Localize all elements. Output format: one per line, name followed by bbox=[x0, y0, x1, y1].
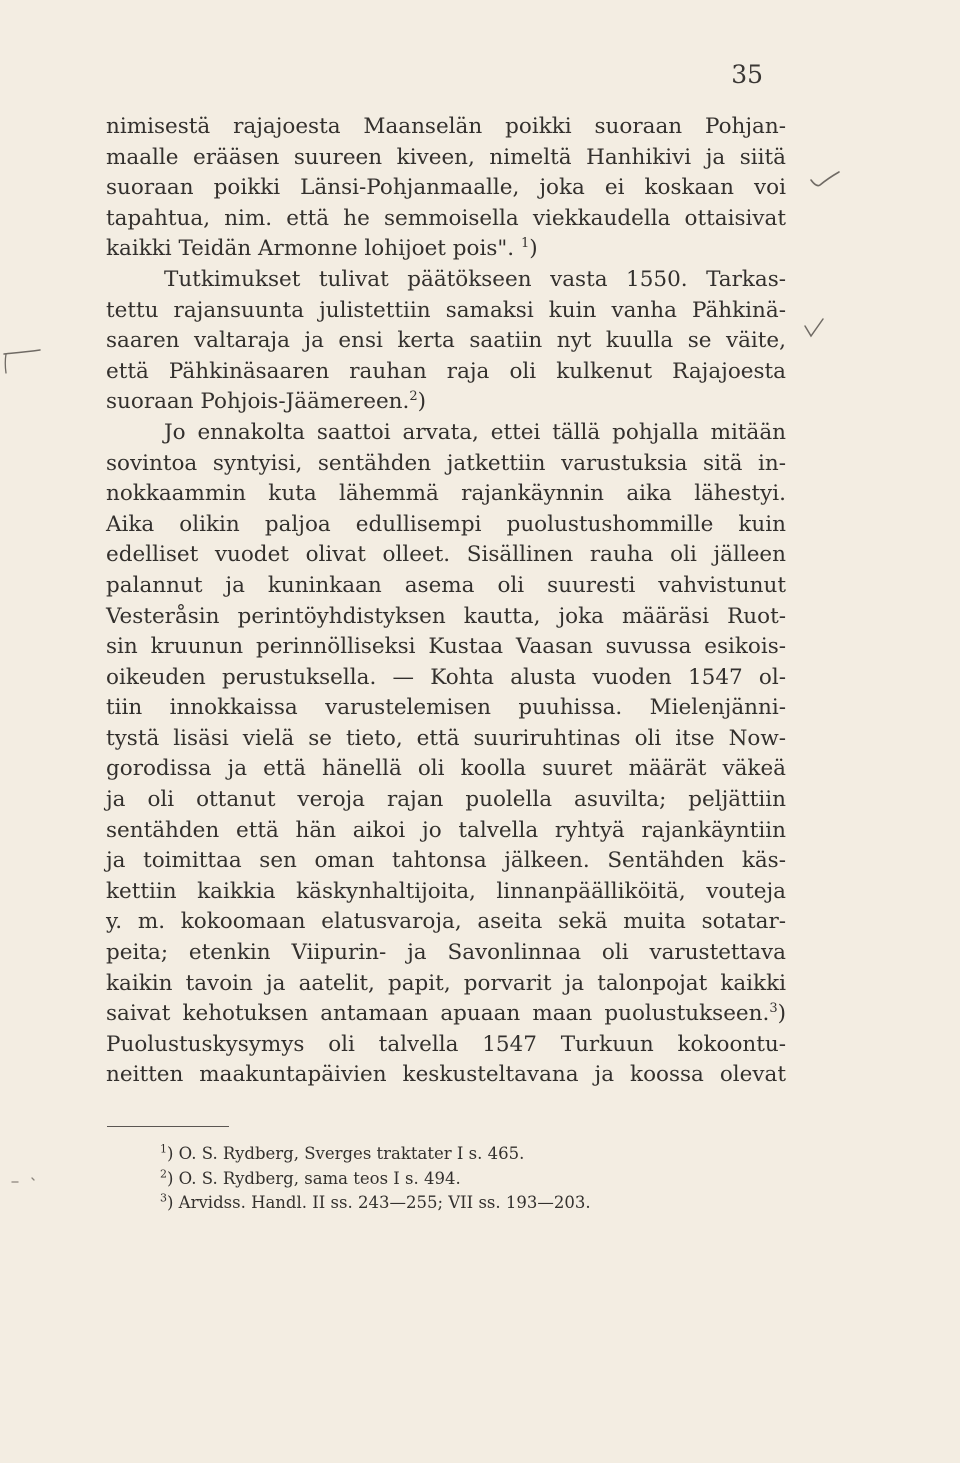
footnote: $^2$) O. S. Rydberg, sama teos I s. 494. bbox=[160, 1167, 461, 1188]
body-line: tettu rajansuunta julistettiin samaksi kuin vanha Pähkinä- bbox=[106, 297, 786, 323]
body-line: Puolustuskysymys oli talvella 1547 Turkuun kokoontu- bbox=[106, 1031, 786, 1057]
page-number: 35 bbox=[731, 60, 763, 89]
body-line: kaikki Teidän Armonne lohijoet pois". $^1$) bbox=[106, 236, 538, 262]
body-line: sin kruunun perinnölliseksi Kustaa Vaasan suvussa esikois- bbox=[106, 634, 786, 660]
body-line: neitten maakuntapäivien keskusteltavana ja koossa olevat bbox=[106, 1062, 786, 1088]
body-line: maalle erääsen suureen kiveen, nimeltä Hanhikivi ja siitä bbox=[106, 144, 786, 170]
body-line: kettiin kaikkia käskynhaltijoita, linnanpäälliköitä, vouteja bbox=[106, 878, 786, 904]
body-line: saaren valtaraja ja ensi kerta saatiin nyt kuulla se väite, bbox=[106, 328, 786, 354]
footnote-mark: 3 bbox=[160, 1191, 167, 1205]
body-line: sovintoa syntyisi, sentähden jatkettiin varustuksia sitä in- bbox=[106, 450, 786, 476]
footnote: $^3$) Arvidss. Handl. II ss. 243—255; VII ss. 193—203. bbox=[160, 1191, 591, 1212]
body-line: tapahtua, nim. että he semmoisella viekkaudella ottaisivat bbox=[106, 205, 786, 231]
footnote-ref: 3 bbox=[769, 1001, 778, 1017]
footnote-ref: 2 bbox=[409, 389, 418, 405]
footnote-ref: 1 bbox=[520, 236, 530, 252]
pencil-bracket-mark-icon bbox=[0, 340, 48, 380]
pencil-checkmark-icon bbox=[802, 316, 826, 340]
body-line: tiin innokkaissa varustelemisen puuhissa. Mielenjänni- bbox=[106, 695, 786, 721]
body-line: ja oli ottanut veroja rajan puolella asuvilta; peljättiin bbox=[106, 787, 786, 813]
body-line: palannut ja kuninkaan asema oli suuresti vahvistunut bbox=[106, 572, 786, 598]
body-line: kaikin tavoin ja aatelit, papit, porvarit ja talonpojat kaikki bbox=[106, 970, 786, 996]
body-line: gorodissa ja että hänellä oli koolla suuret määrät väkeä bbox=[106, 756, 786, 782]
body-line: että Pähkinäsaaren rauhan raja oli kulkenut Rajajoesta bbox=[106, 358, 786, 384]
body-line: oikeuden perustuksella. — Kohta alusta vuoden 1547 ol- bbox=[106, 664, 786, 690]
body-line: tystä lisäsi vielä se tieto, että suuriruhtinas oli itse Now- bbox=[106, 725, 786, 751]
body-line: Aika olikin paljoa edullisempi puolustushommille kuin bbox=[106, 511, 786, 537]
body-text bbox=[106, 112, 786, 1091]
body-line: sentähden että hän aikoi jo talvella ryhtyä rajankäyntiin bbox=[106, 817, 786, 843]
footnote-mark: 1 bbox=[160, 1142, 167, 1156]
pencil-checkmark-icon bbox=[808, 168, 842, 190]
body-line: edelliset vuodet olivat olleet. Sisällinen rauha oli jälleen bbox=[106, 542, 786, 568]
footnote-mark: 2 bbox=[160, 1167, 167, 1180]
body-line: suoraan Pohjois-Jäämereen.$^2$) bbox=[106, 389, 427, 415]
footnotes bbox=[160, 1142, 760, 1216]
body-line: Jo ennakolta saattoi arvata, ettei tällä pohjalla mitään bbox=[164, 419, 786, 445]
body-line: Vesteråsin perintöyhdistyksen kautta, joka määräsi Ruot- bbox=[106, 603, 786, 629]
footnote: $^1$) O. S. Rydberg, Sverges traktater I s. 465. bbox=[160, 1142, 525, 1163]
body-line: suoraan poikki Länsi-Pohjanmaalle, joka ei koskaan voi bbox=[106, 175, 786, 201]
pencil-dash-mark-icon bbox=[10, 1172, 40, 1188]
footnote-divider bbox=[107, 1126, 229, 1127]
body-line: y. m. kokoomaan elatusvaroja, aseita sekä muita sotatar- bbox=[106, 909, 786, 935]
body-line: Tutkimukset tulivat päätökseen vasta 1550. Tarkas- bbox=[164, 266, 786, 292]
body-line: peita; etenkin Viipurin- ja Savonlinnaa oli varustettava bbox=[106, 940, 786, 966]
body-line: saivat kehotuksen antamaan apuaan maan puolustukseen.$^3$) bbox=[106, 1001, 786, 1027]
body-line: ja toimittaa sen oman tahtonsa jälkeen. Sentähden käs- bbox=[106, 848, 786, 874]
body-line: nokkaammin kuta lähemmä rajankäynnin aika lähestyi. bbox=[106, 481, 786, 507]
body-line: nimisestä rajajoesta Maanselän poikki suoraan Pohjan- bbox=[106, 114, 786, 139]
